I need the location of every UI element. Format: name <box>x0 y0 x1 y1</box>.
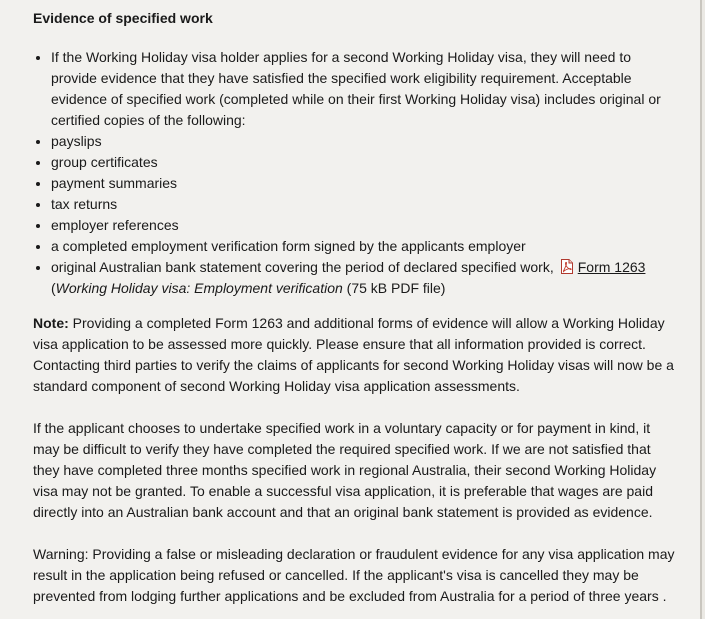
list-item: • If the Working Holiday visa holder applies for a second Working Holiday visa, they will need to provide evidence that they have satisfied the specified work eligibility requirement. Acceptable evidence of specified work (completed while on their first Working Holiday visa) includes original or certified copies of the following: <box>51 47 678 131</box>
pdf-file-icon <box>560 259 574 274</box>
list-item: • payment summaries <box>51 173 678 194</box>
note-label: Note: <box>33 315 69 331</box>
list-item: • group certificates <box>51 152 678 173</box>
form-meta: (75 kB PDF file) <box>342 280 446 296</box>
list-item: • tax returns <box>51 194 678 215</box>
voluntary-work-paragraph: If the applicant chooses to undertake specified work in a voluntary capacity or for payment in kind, it may be difficult to verify they have completed the required specified work. If we are not satisfied that they have completed three months specified work in regional Australia, their second Working Holiday visa may not be granted. To enable a successful visa application, it is preferable that wages are paid directly into an Australian bank account and that an original bank statement is provided as evidence. <box>33 420 657 520</box>
form-open-paren: ( <box>51 280 56 296</box>
list-item-bank-statement <box>51 257 678 299</box>
section-heading: Evidence of specified work <box>33 10 213 26</box>
warning-paragraph: Warning: Providing a false or misleading declaration or fraudulent evidence for any visa application may result in the application being refused or cancelled. If the applicant's visa is cancelled they may be prevented from lodging further applications and be excluded from Australia for a period of three years . <box>33 546 675 604</box>
list-item: • payslips <box>51 131 678 152</box>
bank-statement-text: original Australian bank statement covering the period of declared specified work, <box>51 259 554 275</box>
list-item: • employer references <box>51 215 678 236</box>
form-1263-link[interactable]: Form 1263 <box>577 259 646 275</box>
evidence-list <box>33 47 678 299</box>
list-item: • a completed employment verification form signed by the applicants employer <box>51 236 678 257</box>
note-paragraph <box>33 313 678 397</box>
note-text: Providing a completed Form 1263 and additional forms of evidence will allow a Working Holiday visa application to be assessed more quickly. Please ensure that all information provided is correct. Contacting third parties to verify the claims of applicants for second Working Holiday visas will now be a standard component of second Working Holiday visa application assessments. <box>33 315 674 394</box>
form-link-wrap[interactable] <box>554 259 646 275</box>
form-title: Working Holiday visa: Employment verification <box>55 280 343 296</box>
